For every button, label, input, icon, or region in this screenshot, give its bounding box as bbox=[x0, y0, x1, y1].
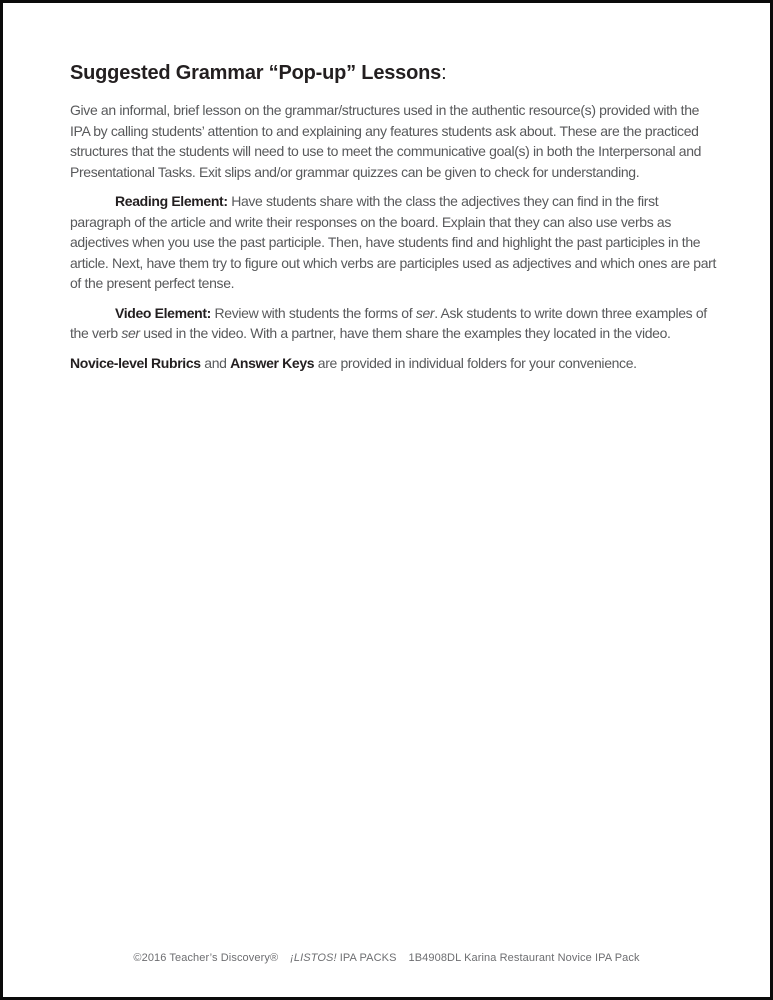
footer-product-code: 1B4908DL Karina Restaurant Novice IPA Pack bbox=[408, 952, 640, 964]
page-title-text: Suggested Grammar “Pop-up” Lessons bbox=[70, 62, 442, 84]
footer-brand-suffix: IPA PACKS bbox=[336, 952, 397, 964]
footer-brand-name: ¡LISTOS! bbox=[290, 952, 337, 964]
reading-element-paragraph bbox=[70, 191, 720, 294]
video-element-paragraph bbox=[70, 303, 720, 344]
video-element-text-2: . Ask students to write down three examples of the verb bbox=[70, 304, 707, 341]
answer-keys-label: Answer Keys bbox=[230, 354, 315, 371]
rubrics-text-2: are provided in individual folders for your convenience. bbox=[314, 354, 637, 371]
rubrics-paragraph bbox=[70, 353, 720, 374]
rubrics-label: Novice-level Rubrics bbox=[70, 354, 201, 371]
document-content bbox=[70, 62, 720, 382]
page-footer bbox=[6, 951, 767, 965]
page-title-colon: : bbox=[441, 62, 447, 84]
video-element-text-3: used in the video. With a partner, have them share the examples they located in the video. bbox=[139, 325, 671, 341]
video-element-label: Video Element: bbox=[115, 304, 211, 321]
ser-italic-1: ser bbox=[415, 304, 435, 321]
ser-italic-2: ser bbox=[121, 325, 140, 341]
page-title bbox=[70, 62, 720, 85]
intro-paragraph: Give an informal, brief lesson on the grammar/structures used in the authentic resource(s) provided with the IPA by calling students’ attention to and explaining any features students ask about. These are the practiced structures that the students will need to use to meet the communicative goal(s) in both the Interpersonal and Presentational Tasks. Exit slips and/or grammar quizzes can be given to check for understanding. bbox=[70, 102, 702, 180]
reading-element-label: Reading Element: bbox=[115, 193, 228, 209]
rubrics-text-1: and bbox=[200, 354, 231, 371]
reading-element-text: Have students share with the class the adjectives they can find in the first paragraph of the article and write their responses on the board. Explain that they can also use verbs as adjectives when you use the past participle. Then, have students find and highlight the past participles in the article. Next, have them try to figure out which verbs are participles used as adjectives and which ones are part of the present perfect tense. bbox=[70, 193, 717, 291]
footer-copyright: ©2016 Teacher’s Discovery® bbox=[133, 952, 279, 964]
video-element-text-1: Review with students the forms of bbox=[210, 304, 416, 321]
